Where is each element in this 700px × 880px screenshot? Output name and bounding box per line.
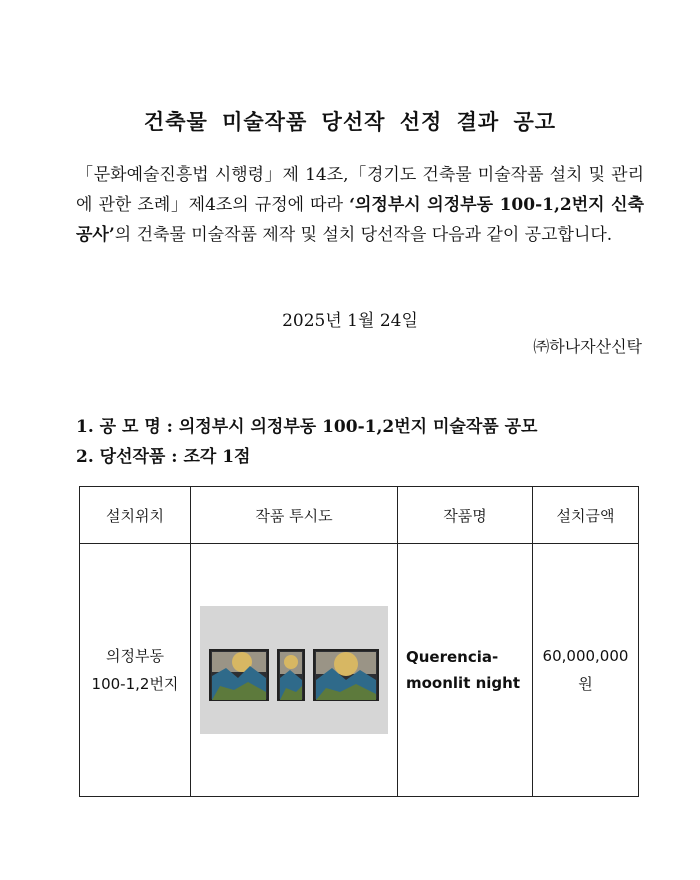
page-title: 건축물 미술작품 당선작 선정 결과 공고 xyxy=(143,109,557,134)
artwork-name-line-2: moonlit night xyxy=(406,674,521,692)
intro-text-1: 「문화예술진흥법 시행령」제 14조,「경기도 건축물 미술작품 설치 및 관리에 관한 조례」제4조의 규정에 따라 xyxy=(76,165,644,215)
info-list xyxy=(76,412,537,472)
intro-text-2: 의 건축물 미술작품 제작 및 설치 당선작을 다음과 같이 공고합니다. xyxy=(114,225,613,245)
artwork-panel-left xyxy=(210,650,268,700)
cell-image xyxy=(191,544,398,797)
artwork-panel-middle xyxy=(278,650,304,700)
cell-artwork-name xyxy=(398,544,533,797)
price-unit: 원 xyxy=(578,675,593,693)
table-row xyxy=(80,544,639,797)
price-amount: 60,000,000 xyxy=(542,647,629,665)
header-name: 작품명 xyxy=(398,487,533,544)
table-header-row xyxy=(80,487,639,544)
winner-table xyxy=(79,486,639,797)
header-price: 설치금액 xyxy=(533,487,639,544)
cell-location xyxy=(80,544,191,797)
artwork-name-line-1: Querencia- xyxy=(406,648,499,666)
header-location: 설치위치 xyxy=(80,487,191,544)
winning-work-item: 2. 당선작품 : 조각 1점 xyxy=(76,447,251,467)
header-image: 작품 투시도 xyxy=(191,487,398,544)
announcement-date: 2025년 1월 24일 xyxy=(282,311,418,331)
intro-paragraph xyxy=(76,160,644,250)
cell-price xyxy=(533,544,639,797)
artwork-rendering-image xyxy=(200,606,388,734)
company-name: ㈜하나자산신탁 xyxy=(533,337,642,356)
location-line-2: 100-1,2번지 xyxy=(91,675,179,693)
contest-name-item: 1. 공 모 명 : 의정부시 의정부동 100-1,2번지 미술작품 공모 xyxy=(76,417,538,437)
intro-project-name: ‘의정부시 의정부동 100-1,2번지 신축공사’ xyxy=(76,195,644,245)
location-line-1: 의정부동 xyxy=(106,647,164,665)
artwork-panel-right xyxy=(314,650,378,700)
artwork-triptych xyxy=(200,606,388,734)
